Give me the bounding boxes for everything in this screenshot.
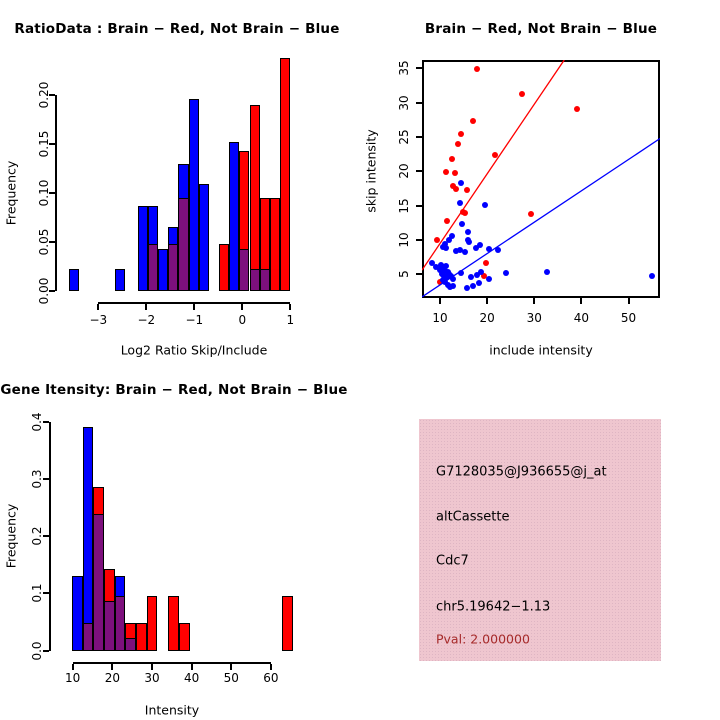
- y-axis-tick: [416, 67, 422, 69]
- hist-overlap-bar: [260, 269, 270, 291]
- x-tick-label: 1: [286, 313, 295, 327]
- y-axis-tick: [416, 170, 422, 172]
- y-tick-label: 35: [397, 60, 411, 76]
- y-tick-label: 10: [397, 232, 411, 248]
- scatter-point: [477, 242, 483, 248]
- scatter-point: [444, 218, 450, 224]
- y-tick-label: 20: [397, 163, 411, 179]
- hist-bar: [270, 198, 280, 291]
- hist-bar: [168, 596, 179, 650]
- info-panel: [419, 419, 661, 661]
- hist-bar: [199, 184, 209, 291]
- x-axis-line: [73, 662, 271, 664]
- chromosome-location-text: chr5.19642−1.13: [436, 599, 551, 615]
- hist-overlap-bar: [148, 244, 158, 291]
- y-tick-label: 25: [397, 129, 411, 145]
- hist-bar: [136, 623, 147, 651]
- y-axis-tick: [416, 239, 422, 241]
- hist-overlap-bar: [104, 601, 115, 651]
- x-axis-tick: [151, 664, 153, 670]
- scatter-point: [450, 283, 456, 289]
- hist-bar: [179, 623, 190, 651]
- y-tick-label: 0.05: [37, 228, 51, 256]
- scatter-point: [458, 180, 464, 186]
- scatter-point: [503, 270, 509, 276]
- y-tick-label: 0.3: [30, 469, 44, 489]
- scatter-point: [492, 152, 498, 158]
- scatter-point: [483, 260, 489, 266]
- scatter-point: [476, 280, 482, 286]
- y-axis-line: [55, 95, 57, 291]
- y-tick-label: 0.00: [37, 277, 51, 305]
- x-axis-tick: [270, 664, 272, 670]
- scatter-point: [495, 247, 501, 253]
- scatter-point: [443, 245, 449, 251]
- y-axis-tick: [416, 273, 422, 275]
- gene-hist-ylabel: Frequency: [3, 503, 19, 569]
- x-axis-tick: [439, 298, 441, 304]
- scatter-point: [464, 285, 470, 291]
- x-tick-label: 10: [65, 671, 81, 685]
- x-axis-tick: [230, 664, 232, 670]
- hist-bar: [250, 105, 260, 291]
- scatter-point: [468, 274, 474, 280]
- y-tick-label: 0.0: [30, 641, 44, 661]
- scatter-point: [455, 141, 461, 147]
- ratio-hist-title: RatioData : Brain − Red, Not Brain − Blue: [14, 21, 340, 37]
- x-axis-tick: [72, 664, 74, 670]
- scatter-point: [465, 229, 471, 235]
- scatter-point: [462, 249, 468, 255]
- hist-bar: [219, 244, 229, 291]
- x-tick-label: −3: [89, 313, 108, 327]
- x-axis-tick: [97, 304, 99, 310]
- x-axis-tick: [241, 304, 243, 310]
- probe-id-text: G7128035@J936655@j_at: [436, 464, 607, 480]
- x-axis-tick: [191, 664, 193, 670]
- gene-hist-title: Gene Itensity: Brain − Red, Not Brain − Blue: [0, 382, 348, 398]
- hist-overlap-bar: [250, 269, 260, 291]
- x-axis-tick: [580, 298, 582, 304]
- scatter-point: [474, 66, 480, 72]
- hist-bar: [229, 142, 239, 291]
- splice-type-text: altCassette: [436, 509, 510, 525]
- scatter-point: [462, 210, 468, 216]
- hist-bar: [72, 576, 83, 650]
- hist-bar: [115, 269, 125, 291]
- x-tick-label: 50: [620, 311, 637, 325]
- scatter-point: [544, 269, 550, 275]
- scatter-point: [478, 269, 484, 275]
- gene-hist-xlabel: Intensity: [144, 702, 200, 718]
- hist-overlap-bar: [93, 514, 104, 651]
- y-tick-label: 0.10: [37, 179, 51, 207]
- scatter-point: [466, 239, 472, 245]
- scatter-point: [464, 187, 470, 193]
- y-tick-label: 30: [397, 94, 411, 111]
- x-axis-tick: [289, 304, 291, 310]
- y-tick-label: 15: [397, 197, 411, 214]
- scatter-point: [449, 156, 455, 162]
- hist-overlap-bar: [83, 623, 94, 651]
- x-tick-label: 30: [144, 671, 160, 685]
- hist-bar: [189, 99, 199, 291]
- pval-text: Pval: 2.000000: [436, 631, 530, 647]
- ratio-hist-xlabel: Log2 Ratio Skip/Include: [120, 342, 268, 358]
- x-tick-label: −1: [185, 313, 204, 327]
- hist-overlap-bar: [239, 249, 249, 291]
- hist-bar: [69, 269, 79, 291]
- gene-name-text: Cdc7: [436, 553, 469, 569]
- x-axis-tick: [628, 298, 630, 304]
- scatter-point: [458, 270, 464, 276]
- scatter-ylabel: skip intensity: [363, 129, 379, 213]
- y-tick-label: 0.4: [30, 411, 44, 432]
- scatter-point: [486, 276, 492, 282]
- scatter-point: [443, 169, 449, 175]
- scatter-point: [482, 202, 488, 208]
- hist-overlap-bar: [125, 638, 136, 651]
- x-tick-label: 20: [104, 671, 120, 685]
- scatter-plot-box: [422, 60, 661, 298]
- scatter-point: [486, 246, 492, 252]
- scatter-point: [470, 118, 476, 124]
- hist-bar: [83, 427, 94, 651]
- hist-bar: [282, 596, 293, 650]
- x-tick-label: −2: [137, 313, 156, 327]
- y-tick-label: 5: [397, 270, 411, 279]
- y-axis-line: [49, 422, 51, 651]
- hist-bar: [147, 596, 158, 650]
- hist-bar: [280, 58, 290, 291]
- x-tick-label: 60: [263, 671, 279, 685]
- x-tick-label: 0: [238, 313, 247, 327]
- y-tick-label: 0.15: [37, 130, 51, 158]
- x-tick-label: 50: [223, 671, 239, 685]
- scatter-point: [434, 237, 440, 243]
- scatter-point: [528, 211, 534, 217]
- x-tick-label: 30: [526, 311, 542, 325]
- scatter-point: [452, 170, 458, 176]
- x-axis-tick: [193, 304, 195, 310]
- scatter-point: [519, 91, 525, 97]
- scatter-point: [457, 200, 463, 206]
- x-tick-label: 20: [479, 311, 495, 325]
- x-tick-label: 40: [183, 671, 200, 685]
- y-tick-label: 0.1: [30, 583, 44, 603]
- y-axis-tick: [416, 102, 422, 104]
- scatter-title: Brain − Red, Not Brain − Blue: [424, 21, 658, 37]
- ratio-hist-ylabel: Frequency: [3, 160, 19, 226]
- hist-overlap-bar: [115, 596, 126, 650]
- x-axis-tick: [111, 664, 113, 670]
- x-axis-tick: [145, 304, 147, 310]
- scatter-point: [574, 106, 580, 112]
- scatter-point: [459, 221, 465, 227]
- scatter-point: [649, 273, 655, 279]
- y-tick-label: 0.20: [37, 81, 51, 109]
- scatter-point: [458, 131, 464, 137]
- y-axis-tick: [416, 205, 422, 207]
- hist-overlap-bar: [178, 198, 188, 291]
- hist-overlap-bar: [168, 244, 178, 291]
- y-axis-tick: [416, 136, 422, 138]
- x-axis-tick: [533, 298, 535, 304]
- x-axis-tick: [486, 298, 488, 304]
- scatter-point: [450, 276, 456, 282]
- scatter-xlabel: include intensity: [489, 342, 593, 358]
- y-tick-label: 0.2: [30, 526, 44, 546]
- hist-bar: [138, 206, 148, 291]
- scatter-point: [453, 186, 459, 192]
- hist-bar: [158, 249, 168, 291]
- x-tick-label: 40: [573, 311, 590, 325]
- x-tick-label: 10: [432, 311, 448, 325]
